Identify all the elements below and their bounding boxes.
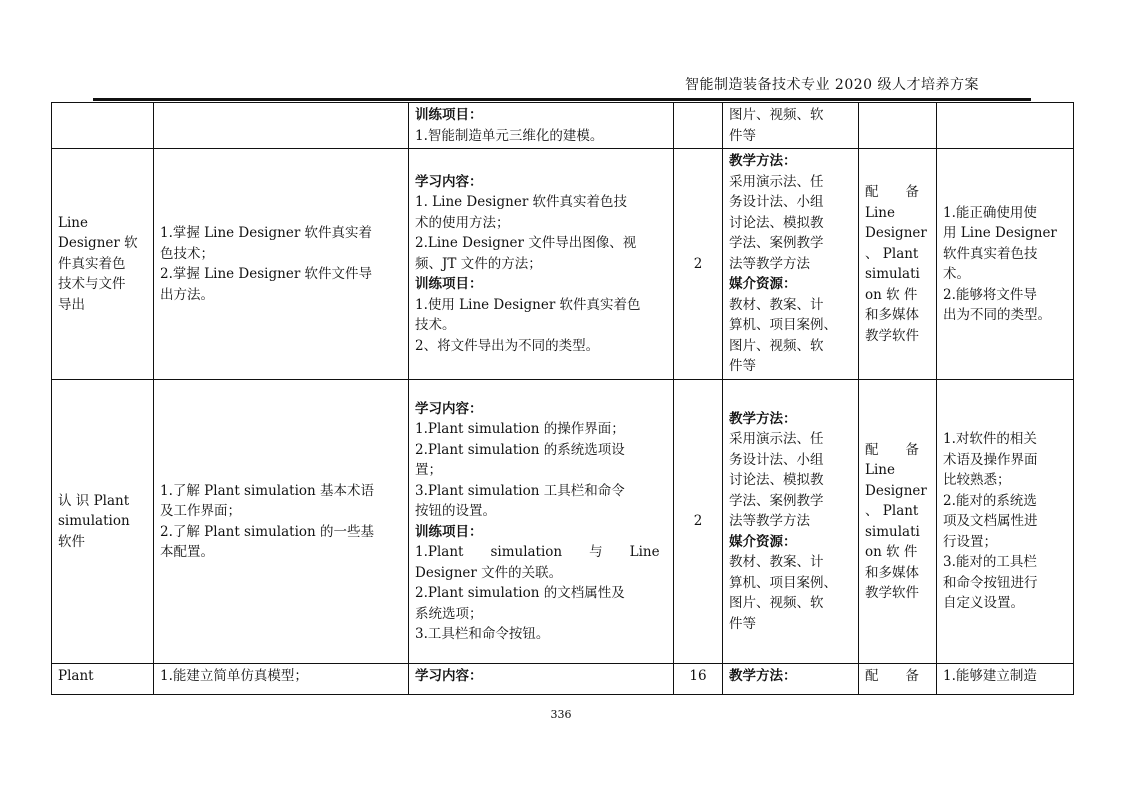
unit-name-cell-line: Line: [58, 214, 88, 231]
content-cell-line: 3.Plant simulation 工具栏和命令: [415, 482, 625, 499]
resources-cell-line: Line: [865, 204, 895, 221]
resources-cell-line: Designer: [865, 482, 927, 499]
unit-name-cell-line: Designer 软: [58, 235, 138, 252]
assessment-cell: [937, 664, 1074, 695]
content-cell-line: 学习内容：: [415, 668, 483, 684]
content-cell: [409, 380, 674, 664]
assessment-cell-line: 2.能够将文件导: [943, 286, 1037, 303]
method-cell-line: 教材、教案、计: [729, 554, 824, 571]
resources-cell-line: 教学软件: [865, 585, 919, 601]
method-cell-line: 教学方法：: [729, 410, 797, 427]
assessment-cell: [937, 103, 1074, 149]
learning-goals-cell-line: 1.能建立简单仿真模型；: [160, 668, 308, 684]
method-cell: [723, 664, 859, 695]
resources-cell-line: 、 Plant: [865, 245, 919, 262]
content-cell-line: 训练项目：: [415, 107, 483, 123]
assessment-cell-line: 术语及操作界面: [943, 451, 1038, 468]
resources-cell: [859, 103, 937, 149]
content-cell-line: 2、将文件导出为不同的类型。: [415, 337, 600, 354]
method-cell-line: 法等教学方法: [729, 255, 810, 272]
content-cell: [409, 103, 674, 149]
assessment-cell-line: 术。: [943, 266, 970, 282]
content-cell-line: 学习内容：: [415, 400, 483, 417]
assessment-cell-line: 自定义设置。: [943, 595, 1024, 612]
content-cell-line: Designer 文件的关联。: [415, 564, 563, 581]
unit-name-cell: [52, 380, 154, 664]
content-cell: [409, 149, 674, 380]
document-header-title: 智能制造装备技术专业 2020 级人才培养方案: [684, 77, 979, 93]
unit-name-cell-line: Plant: [58, 668, 94, 684]
learning-goals-cell: [154, 149, 409, 380]
resources-cell-line: 和多媒体: [865, 307, 919, 323]
assessment-cell-line: 比较熟悉；: [943, 472, 1011, 489]
method-cell-line: 图片、视频、软: [729, 595, 824, 612]
hours-cell: 16: [674, 664, 723, 695]
learning-goals-cell-line: 及工作界面；: [160, 503, 241, 519]
content-cell-line: 学习内容：: [415, 173, 483, 190]
method-cell-line: 学法、案例教学: [729, 235, 824, 252]
method-cell-line: 件等: [729, 615, 756, 632]
learning-goals-cell: [154, 380, 409, 664]
resources-cell: [859, 149, 937, 380]
resources-cell-line: Line: [865, 462, 895, 478]
resources-cell-line: 配 备: [865, 184, 919, 200]
table-row: [52, 103, 1074, 149]
resources-cell-line: 教学软件: [865, 327, 919, 344]
method-cell-line: 媒介资源：: [729, 533, 797, 550]
content-cell: [409, 664, 674, 695]
content-cell-line: 2.Plant simulation 的文档属性及: [415, 585, 625, 601]
unit-name-cell-line: 技术与文件: [58, 276, 126, 293]
assessment-cell-line: 行设置；: [943, 533, 997, 550]
hours-cell: 2: [674, 380, 723, 664]
method-cell-line: 件等: [729, 127, 756, 144]
hours-cell: [674, 103, 723, 149]
assessment-cell-line: 项及文档属性进: [943, 513, 1038, 530]
unit-name-cell-line: 导出: [58, 296, 85, 313]
method-cell-line: 采用演示法、任: [729, 173, 824, 190]
method-cell-line: 算机、项目案例、: [729, 574, 837, 591]
resources-cell: [859, 380, 937, 664]
learning-goals-cell: [154, 664, 409, 695]
header-rule: [93, 98, 1031, 101]
learning-goals-cell: [154, 103, 409, 149]
table-row: [52, 380, 1074, 664]
method-cell-line: 算机、项目案例、: [729, 317, 837, 334]
unit-name-cell: [52, 103, 154, 149]
content-cell-line: 2.Line Designer 文件导出图像、视: [415, 235, 637, 252]
content-cell-line: 3.工具栏和命令按钮。: [415, 626, 550, 642]
content-cell-line: 术的使用方法；: [415, 214, 510, 231]
method-cell-line: 讨论法、模拟教: [729, 472, 824, 489]
method-cell-line: 采用演示法、任: [729, 431, 824, 448]
resources-cell-line: 配 备: [865, 441, 919, 458]
learning-goals-cell-line: 1.了解 Plant simulation 基本术语: [160, 482, 374, 499]
assessment-cell: [937, 149, 1074, 380]
learning-goals-cell-line: 色技术；: [160, 245, 214, 262]
table-row: [52, 149, 1074, 380]
resources-cell-line: Designer: [865, 225, 927, 241]
assessment-cell: [937, 380, 1074, 664]
method-cell-line: 媒介资源：: [729, 276, 797, 293]
learning-goals-cell-line: 2.了解 Plant simulation 的一些基: [160, 523, 374, 540]
assessment-cell-line: 2.能对的系统选: [943, 492, 1037, 509]
assessment-cell-line: 和命令按钮进行: [943, 574, 1038, 591]
method-cell: [723, 380, 859, 664]
assessment-cell-line: 软件真实着色技: [943, 245, 1038, 262]
unit-name-cell-line: 软件: [58, 533, 85, 550]
content-cell-line: 1.Plant simulation 与 Line: [415, 544, 660, 560]
learning-goals-cell-line: 本配置。: [160, 544, 214, 560]
content-cell-line: 2.Plant simulation 的系统选项设: [415, 441, 625, 458]
resources-cell-line: 和多媒体: [865, 564, 919, 581]
content-cell-line: 频、JT 文件的方法；: [415, 255, 542, 272]
assessment-cell-line: 3.能对的工具栏: [943, 554, 1037, 571]
content-cell-line: 1.Plant simulation 的操作界面；: [415, 421, 625, 437]
content-cell-line: 技术。: [415, 317, 456, 334]
method-cell-line: 教材、教案、计: [729, 296, 824, 313]
content-cell-line: 1.使用 Line Designer 软件真实着色: [415, 296, 641, 313]
content-cell-line: 训练项目：: [415, 523, 483, 540]
resources-cell-line: on 软 件: [865, 544, 918, 560]
assessment-cell-line: 1.能够建立制造: [943, 668, 1037, 684]
learning-goals-cell-line: 出方法。: [160, 286, 214, 303]
resources-cell: [859, 664, 937, 695]
method-cell-line: 图片、视频、软: [729, 107, 824, 123]
unit-name-cell-line: 件真实着色: [58, 255, 126, 272]
resources-cell-line: 、 Plant: [865, 503, 919, 519]
learning-goals-cell-line: 2.掌握 Line Designer 软件文件导: [160, 266, 373, 282]
resources-cell-line: 配 备: [865, 668, 919, 684]
method-cell: [723, 103, 859, 149]
method-cell-line: 件等: [729, 358, 756, 375]
assessment-cell-line: 1.能正确使用使: [943, 204, 1037, 221]
content-cell-line: 按钮的设置。: [415, 503, 496, 519]
learning-goals-cell-line: 1.掌握 Line Designer 软件真实着: [160, 225, 373, 241]
method-cell-line: 务设计法、小组: [729, 451, 824, 468]
resources-cell-line: on 软 件: [865, 286, 918, 303]
table-row: [52, 664, 1074, 695]
content-cell-line: 训练项目：: [415, 276, 483, 293]
assessment-cell-line: 出为不同的类型。: [943, 307, 1051, 323]
method-cell-line: 法等教学方法: [729, 513, 810, 530]
method-cell-line: 讨论法、模拟教: [729, 214, 824, 231]
content-cell-line: 1. Line Designer 软件真实着色技: [415, 194, 628, 211]
unit-name-cell-line: 认 识 Plant: [58, 492, 130, 509]
unit-name-cell: [52, 664, 154, 695]
content-cell-line: 1.智能制造单元三维化的建模。: [415, 127, 604, 144]
method-cell-line: 教学方法：: [729, 153, 797, 170]
method-cell-line: 教学方法：: [729, 668, 797, 684]
content-cell-line: 系统选项；: [415, 605, 483, 622]
resources-cell-line: simulati: [865, 266, 920, 282]
unit-name-cell: [52, 149, 154, 380]
unit-name-cell-line: simulation: [58, 513, 130, 530]
method-cell: [723, 149, 859, 380]
hours-cell: 2: [674, 149, 723, 380]
method-cell-line: 学法、案例教学: [729, 492, 824, 509]
content-cell-line: 置；: [415, 462, 442, 478]
method-cell-line: 务设计法、小组: [729, 194, 824, 211]
curriculum-table: [51, 102, 1074, 695]
resources-cell-line: simulati: [865, 523, 920, 540]
assessment-cell-line: 用 Line Designer: [943, 225, 1057, 241]
method-cell-line: 图片、视频、软: [729, 337, 824, 354]
assessment-cell-line: 1.对软件的相关: [943, 431, 1037, 448]
page-number: 336: [550, 708, 572, 721]
